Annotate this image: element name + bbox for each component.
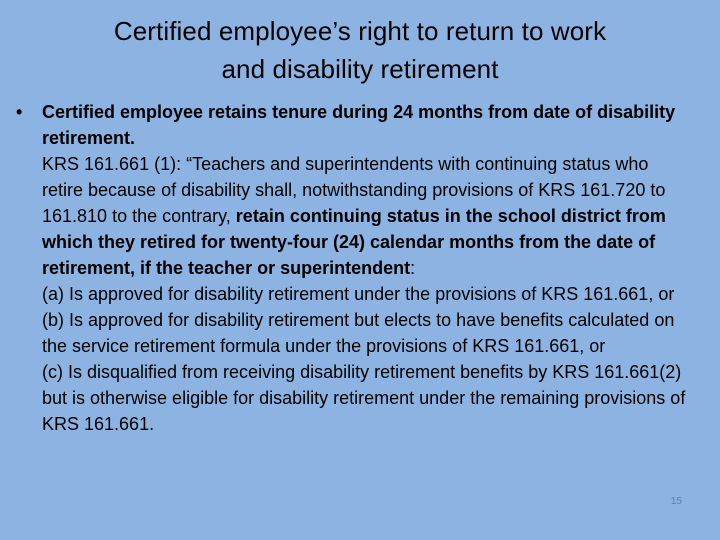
quote-text-2: : <box>410 258 416 278</box>
item-c: (c) Is disqualified from receiving disability retirement benefits by KRS 161.661(2) but is otherwise eligible for disability retirement under the remaining provisions of KRS 161.661. <box>42 362 686 434</box>
bullet-item <box>16 99 692 151</box>
title-line-2: and disability retirement <box>221 54 499 84</box>
krs-quote <box>42 151 692 281</box>
item-a: (a) Is approved for disability retirement under the provisions of KRS 161.661, or <box>42 284 675 304</box>
bullet-text: Certified employee retains tenure during 24 months from date of disability retirement. <box>42 102 676 148</box>
bullet-marker: • <box>16 102 23 122</box>
title-line-1: Certified employee’s right to return to work <box>113 16 607 46</box>
page-number: 15 <box>670 496 682 507</box>
quote-text-1: KRS 161.661 (1): “Teachers and superintendents with continuing status who retire because of disability shall, notwithstanding provisions of KRS 161.720 to 161.810 to the contrary, <box>42 154 666 226</box>
quote-bold-text: retain continuing status in the school district from which they retired for twenty-four (24) calendar months from the date of retirement, if the teacher or superintendent <box>42 206 666 278</box>
slide-title <box>20 12 700 88</box>
item-b: (b) Is approved for disability retirement but elects to have benefits calculated on the service retirement formula under the provisions of KRS 161.661, or <box>42 310 675 356</box>
slide-content <box>16 99 692 437</box>
